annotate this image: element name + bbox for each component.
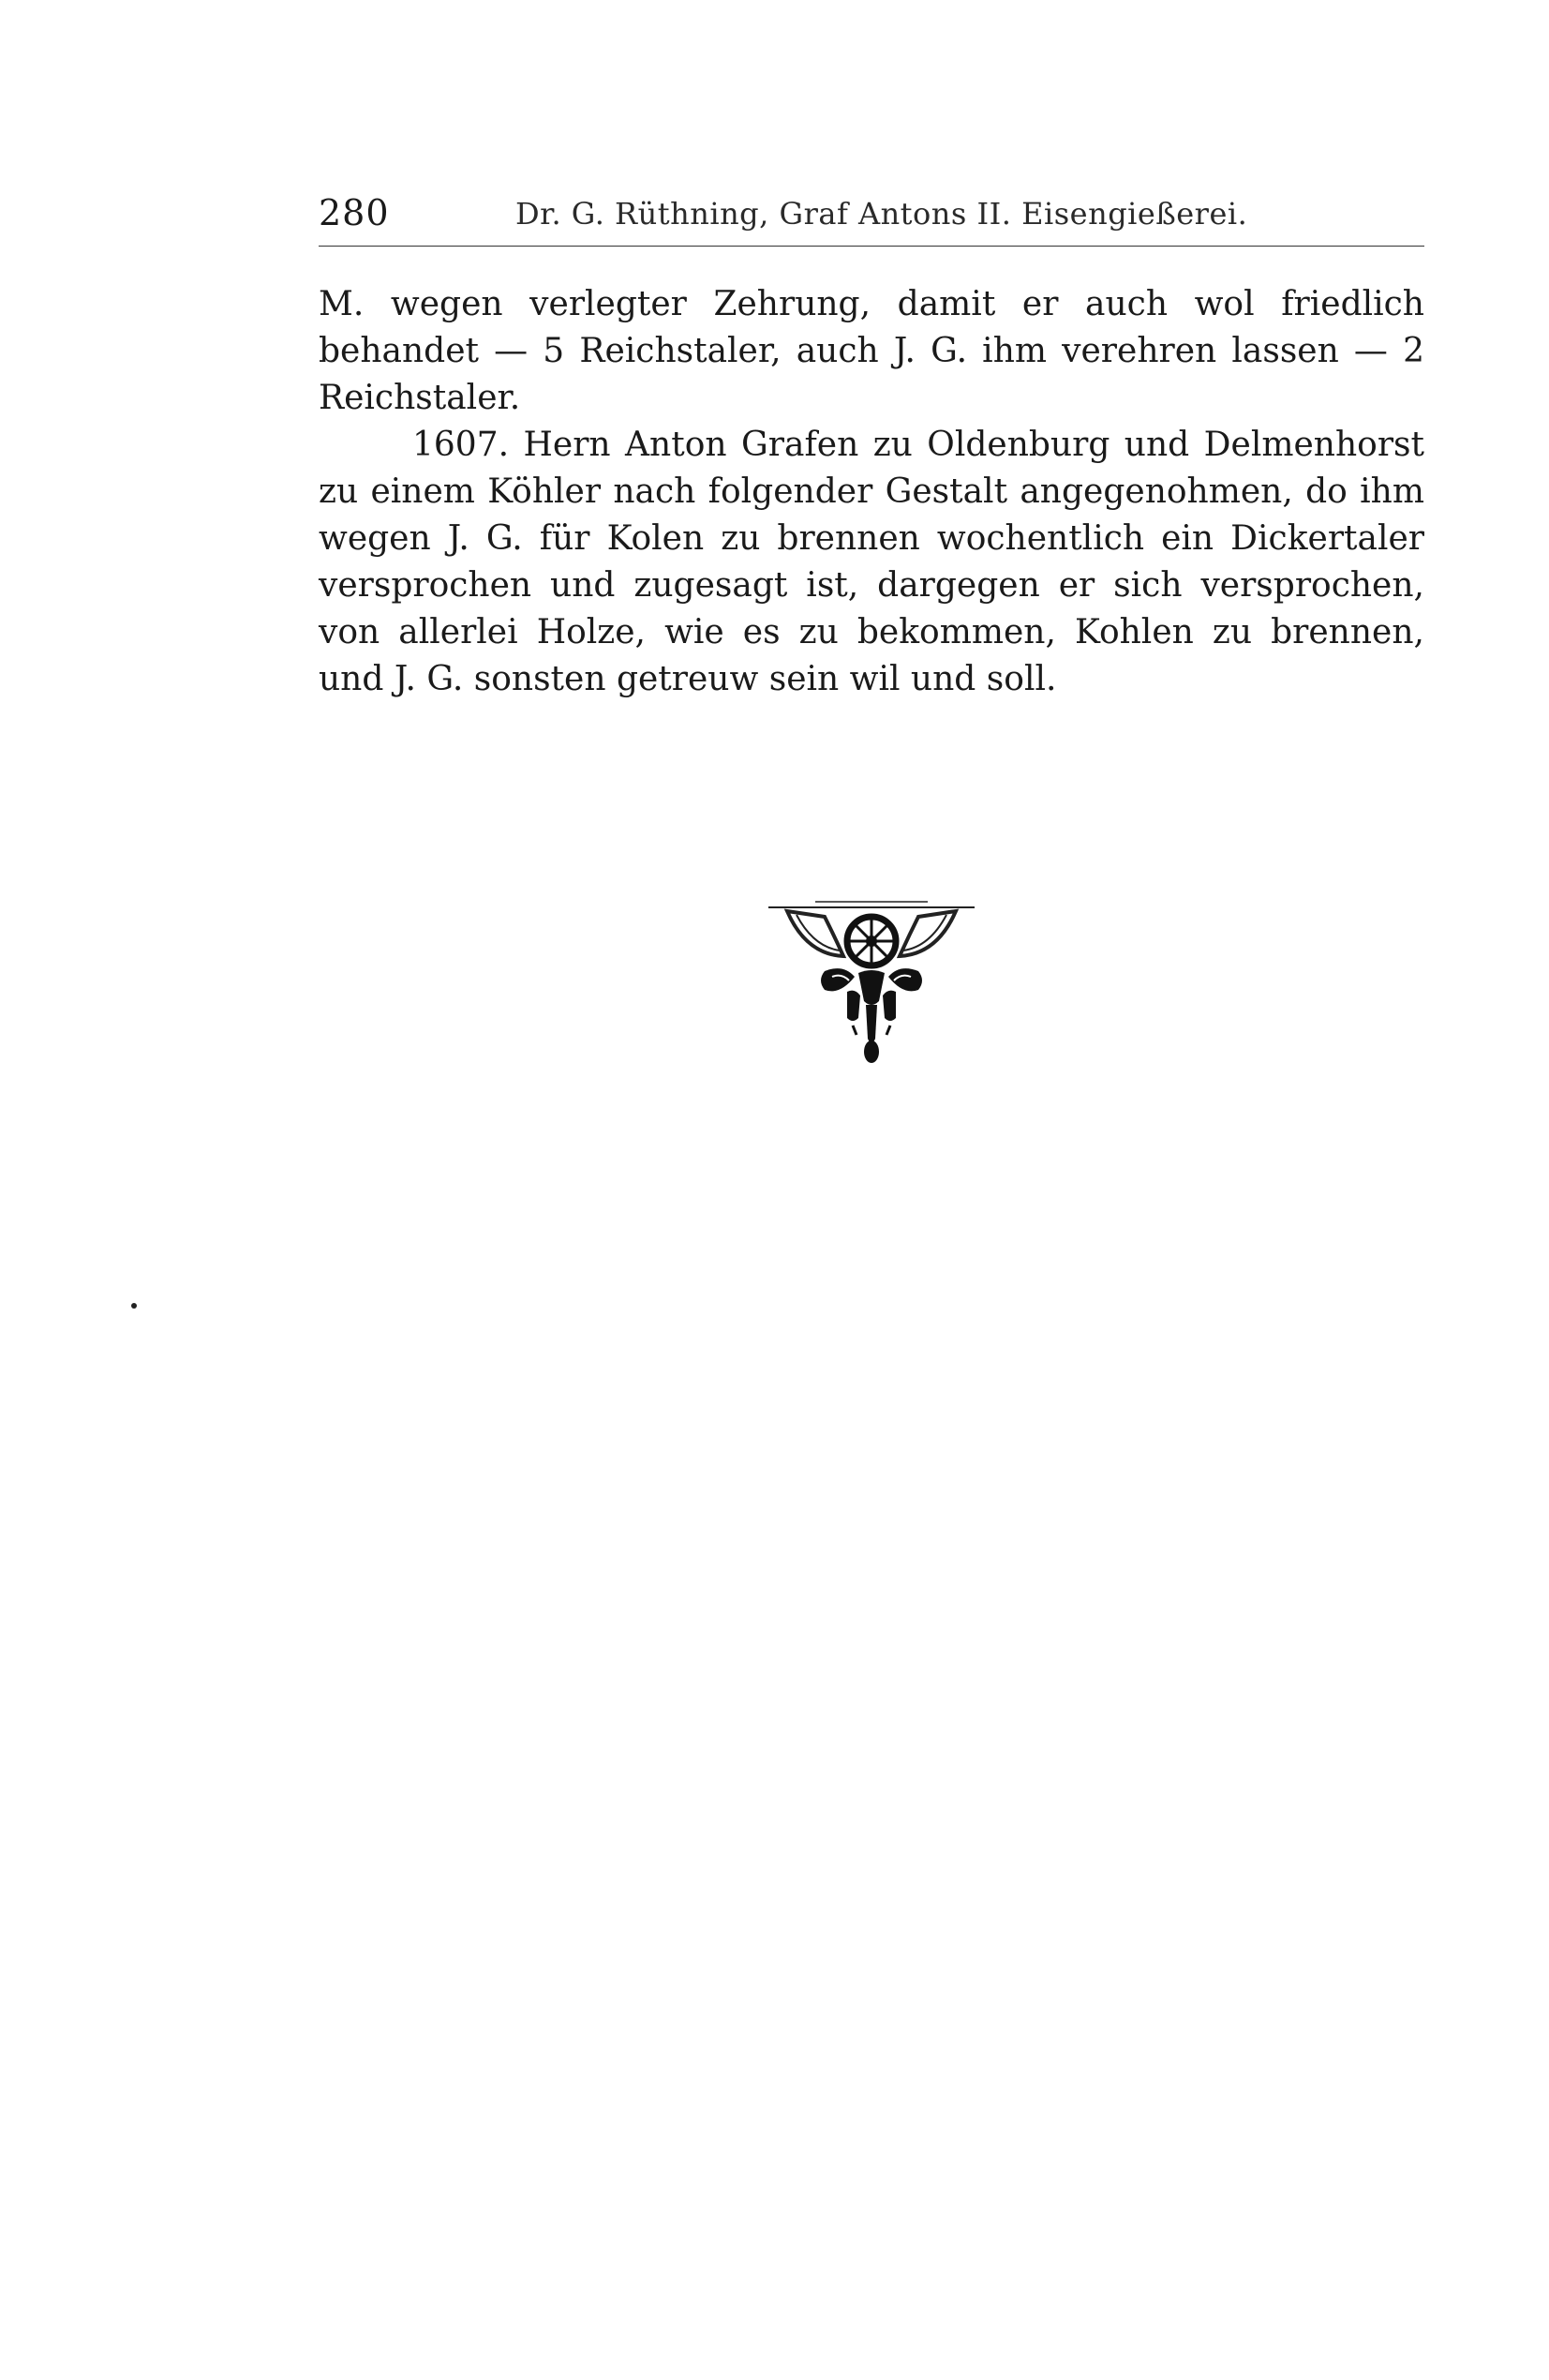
paragraph: M. wegen verlegter Zehrung, damit er auch wol friedlich behandet — 5 Reichstaler, auch J. G. ihm verehren lassen — 2 Reichstaler. xyxy=(319,285,1424,417)
page-number: 280 xyxy=(319,192,390,233)
header-rule xyxy=(319,246,1424,247)
body-text xyxy=(319,281,1424,703)
running-head: Dr. G. Rüthning, Graf Antons II. Eisengießerei. xyxy=(515,196,1248,232)
horn-ornament-icon xyxy=(768,898,975,1067)
paragraph: 1607. Hern Anton Grafen zu Oldenburg und Delmenhorst zu einem Köhler nach folgender Gestalt angegenohmen, do ihm wegen J. G. für Kolen zu brennen wochentlich ein Dickertaler versprochen und zugesagt ist, dargegen er sich versprochen, von allerlei Holze, wie es zu bekommen, Kohlen zu brennen, und J. G. sonsten getreuw sein wil und soll. xyxy=(319,426,1424,698)
page-header xyxy=(319,192,1424,239)
print-speck xyxy=(131,1303,137,1309)
